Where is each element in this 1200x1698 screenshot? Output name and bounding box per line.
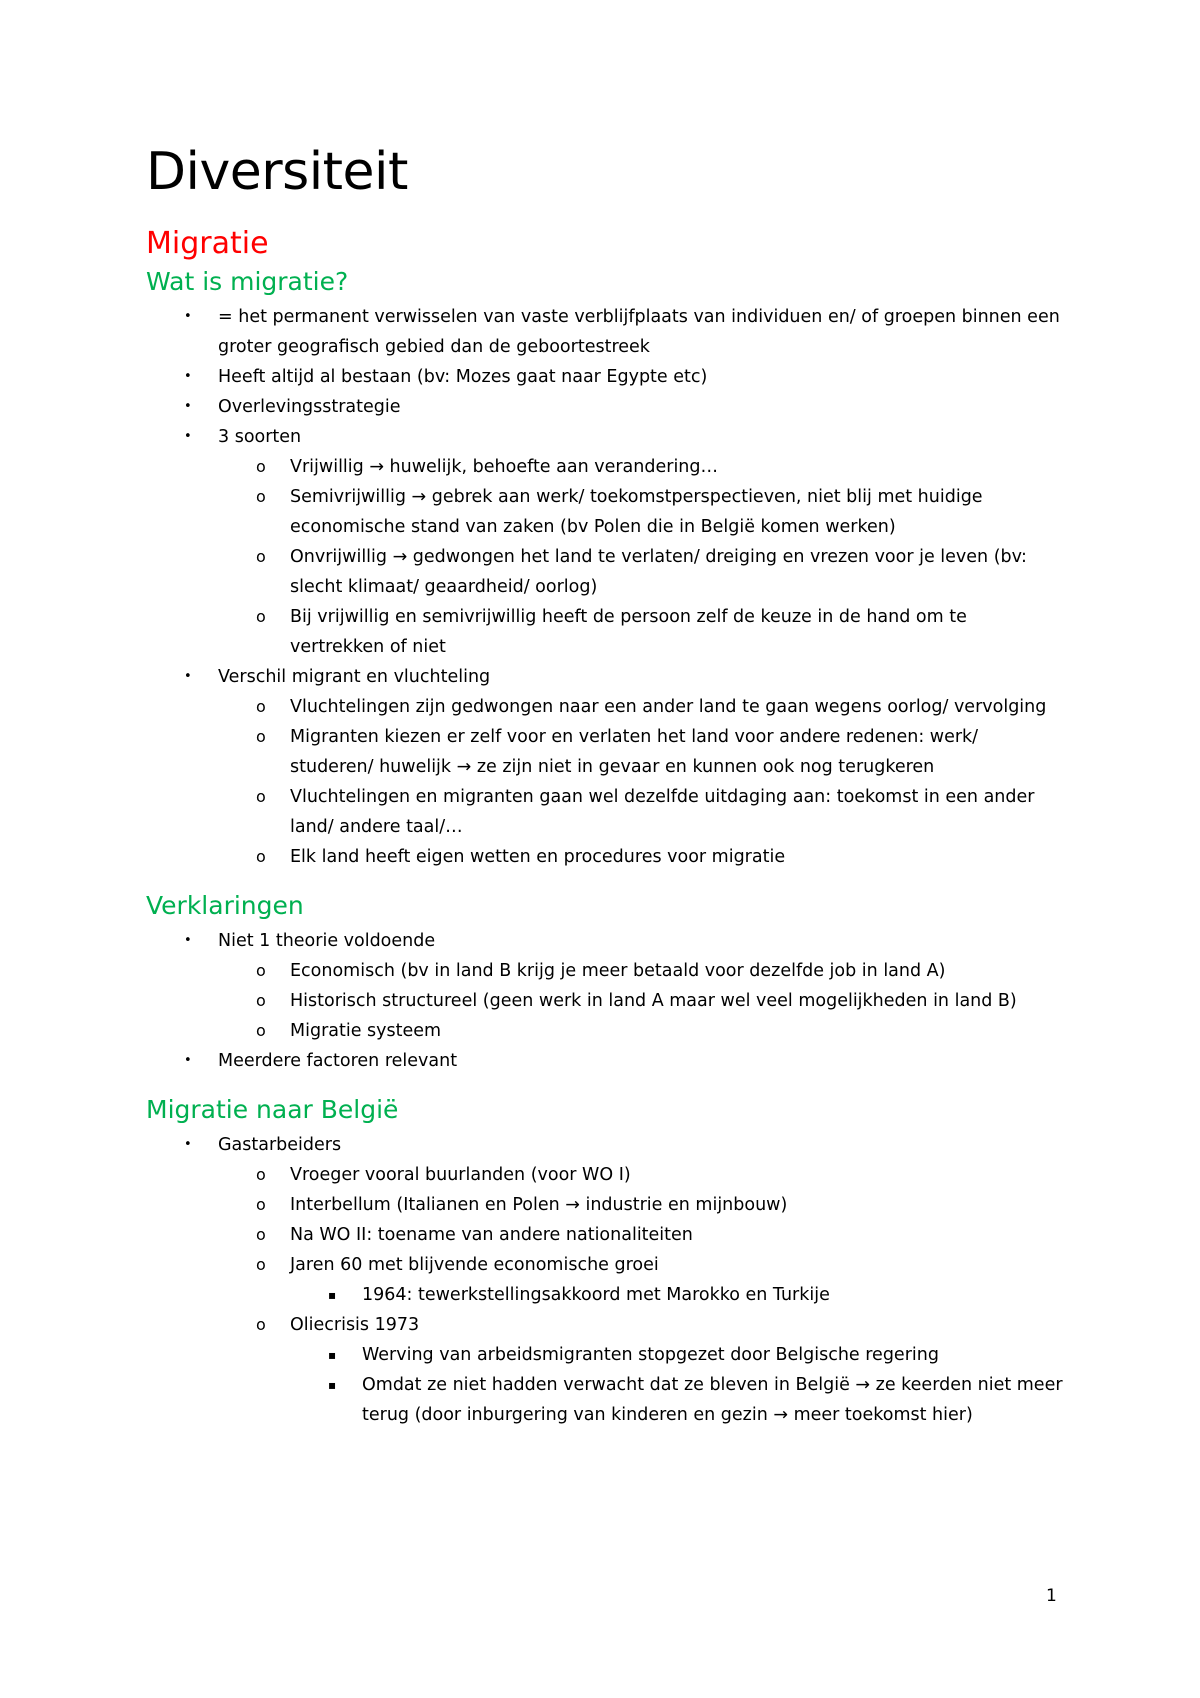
bullet-marker-icon: o bbox=[256, 487, 266, 506]
bullet-list bbox=[146, 1130, 1066, 1430]
subsection-heading: Migratie naar België bbox=[146, 1095, 399, 1124]
bullet-marker-icon: o bbox=[256, 991, 266, 1010]
list-item-text: Semivrijwillig → gebrek aan werk/ toekomstperspectieven, niet blij met huidige economische stand van zaken (bv Polen die in België komen werken) bbox=[290, 487, 983, 537]
list-item-level-2 bbox=[146, 1220, 1066, 1250]
bullet-marker-icon: o bbox=[256, 961, 266, 980]
list-item-level-1 bbox=[146, 1046, 1066, 1076]
list-item-text: Onvrijwillig → gedwongen het land te verlaten/ dreiging en vrezen voor je leven (bv: slecht klimaat/ geaardheid/ oorlog) bbox=[290, 547, 1027, 597]
bullet-marker-icon: o bbox=[256, 457, 266, 476]
list-item-text: Overlevingsstrategie bbox=[218, 397, 401, 417]
list-item-text: Historisch structureel (geen werk in land A maar wel veel mogelijkheden in land B) bbox=[290, 991, 1017, 1011]
bullet-marker-icon: ▪ bbox=[328, 1378, 337, 1392]
list-item-text: Migranten kiezen er zelf voor en verlaten het land voor andere redenen: werk/ studeren/ huwelijk → ze zijn niet in gevaar en kunnen ook nog terugkeren bbox=[290, 727, 979, 777]
list-item-level-2 bbox=[146, 692, 1066, 722]
bullet-marker-icon: o bbox=[256, 607, 266, 626]
bullet-marker-icon: o bbox=[256, 787, 266, 806]
list-item-text: Oliecrisis 1973 bbox=[290, 1315, 420, 1335]
list-item-text: Jaren 60 met blijvende economische groei bbox=[290, 1255, 659, 1275]
list-item-level-1 bbox=[146, 1130, 1066, 1160]
list-item-text: Niet 1 theorie voldoende bbox=[218, 931, 436, 951]
bullet-marker-icon: o bbox=[256, 1021, 266, 1040]
bullet-marker-icon: o bbox=[256, 1315, 266, 1334]
list-item-text: Economisch (bv in land B krijg je meer betaald voor dezelfde job in land A) bbox=[290, 961, 946, 981]
bullet-list bbox=[146, 926, 1066, 1076]
subsection-heading: Verklaringen bbox=[146, 891, 304, 920]
bullet-marker-icon: o bbox=[256, 547, 266, 566]
bullet-marker-icon: o bbox=[256, 847, 266, 866]
list-item-level-1 bbox=[146, 362, 1066, 392]
list-item-level-3 bbox=[146, 1370, 1066, 1430]
list-item-text: Elk land heeft eigen wetten en procedures voor migratie bbox=[290, 847, 786, 867]
list-item-text: Meerdere factoren relevant bbox=[218, 1051, 458, 1071]
bullet-marker-icon: • bbox=[184, 1053, 192, 1068]
list-item-text: 1964: tewerkstellingsakkoord met Marokko en Turkije bbox=[362, 1285, 830, 1305]
bullet-marker-icon: • bbox=[184, 933, 192, 948]
list-item-level-2 bbox=[146, 542, 1066, 602]
list-item-level-3 bbox=[146, 1280, 1066, 1310]
bullet-marker-icon: o bbox=[256, 697, 266, 716]
list-item-level-2 bbox=[146, 452, 1066, 482]
subsections-container bbox=[146, 266, 1066, 1430]
list-item-level-2 bbox=[146, 842, 1066, 872]
list-item-text: Verschil migrant en vluchteling bbox=[218, 667, 491, 687]
list-item-level-2 bbox=[146, 782, 1066, 842]
section-heading-migratie: Migratie bbox=[146, 226, 269, 261]
bullet-marker-icon: • bbox=[184, 1137, 192, 1152]
list-item-text: Werving van arbeidsmigranten stopgezet door Belgische regering bbox=[362, 1345, 939, 1365]
bullet-list bbox=[146, 302, 1066, 872]
list-item-level-2 bbox=[146, 1190, 1066, 1220]
bullet-marker-icon: ▪ bbox=[328, 1288, 337, 1302]
list-item-level-1 bbox=[146, 662, 1066, 692]
list-item-text: Migratie systeem bbox=[290, 1021, 442, 1041]
list-item-text: Vluchtelingen zijn gedwongen naar een ander land te gaan wegens oorlog/ vervolging bbox=[290, 697, 1047, 717]
list-item-level-2 bbox=[146, 986, 1066, 1016]
list-item-text: 3 soorten bbox=[218, 427, 302, 447]
list-item-level-1 bbox=[146, 302, 1066, 362]
bullet-marker-icon: o bbox=[256, 1225, 266, 1244]
bullet-marker-icon: o bbox=[256, 1255, 266, 1274]
list-item-level-2 bbox=[146, 1250, 1066, 1280]
list-item-level-3 bbox=[146, 1340, 1066, 1370]
list-item-text: Na WO II: toename van andere nationaliteiten bbox=[290, 1225, 693, 1245]
list-item-level-2 bbox=[146, 602, 1066, 662]
bullet-marker-icon: • bbox=[184, 669, 192, 684]
subsection-heading: Wat is migratie? bbox=[146, 267, 349, 296]
list-item-text: Gastarbeiders bbox=[218, 1135, 342, 1155]
bullet-marker-icon: o bbox=[256, 727, 266, 746]
bullet-marker-icon: o bbox=[256, 1195, 266, 1214]
list-item-level-2 bbox=[146, 1016, 1066, 1046]
list-item-text: = het permanent verwisselen van vaste verblijfplaats van individuen en/ of groepen binnen een groter geografisch gebied dan de geboortestreek bbox=[218, 307, 1060, 357]
document-body bbox=[146, 140, 1066, 1430]
list-item-level-2 bbox=[146, 722, 1066, 782]
page-number: 1 bbox=[1046, 1586, 1057, 1606]
list-item-text: Vluchtelingen en migranten gaan wel dezelfde uitdaging aan: toekomst in een ander land/ andere taal/… bbox=[290, 787, 1035, 837]
list-item-level-1 bbox=[146, 392, 1066, 422]
list-item-text: Interbellum (Italianen en Polen → industrie en mijnbouw) bbox=[290, 1195, 788, 1215]
list-item-text: Omdat ze niet hadden verwacht dat ze bleven in België → ze keerden niet meer terug (door inburgering van kinderen en gezin → meer toekomst hier) bbox=[362, 1375, 1063, 1425]
bullet-marker-icon: o bbox=[256, 1165, 266, 1184]
list-item-level-1 bbox=[146, 926, 1066, 956]
list-item-text: Heeft altijd al bestaan (bv: Mozes gaat naar Egypte etc) bbox=[218, 367, 708, 387]
bullet-marker-icon: ▪ bbox=[328, 1348, 337, 1362]
list-item-level-2 bbox=[146, 1310, 1066, 1340]
list-item-level-2 bbox=[146, 1160, 1066, 1190]
bullet-marker-icon: • bbox=[184, 369, 192, 384]
bullet-marker-icon: • bbox=[184, 399, 192, 414]
list-item-level-2 bbox=[146, 956, 1066, 986]
list-item-text: Vroeger vooral buurlanden (voor WO I) bbox=[290, 1165, 631, 1185]
list-item-text: Vrijwillig → huwelijk, behoefte aan verandering… bbox=[290, 457, 719, 477]
list-item-level-2 bbox=[146, 482, 1066, 542]
list-item-text: Bij vrijwillig en semivrijwillig heeft de persoon zelf de keuze in de hand om te vertrekken of niet bbox=[290, 607, 967, 657]
bullet-marker-icon: • bbox=[184, 309, 192, 324]
bullet-marker-icon: • bbox=[184, 429, 192, 444]
list-item-level-1 bbox=[146, 422, 1066, 452]
document-title: Diversiteit bbox=[146, 142, 408, 202]
